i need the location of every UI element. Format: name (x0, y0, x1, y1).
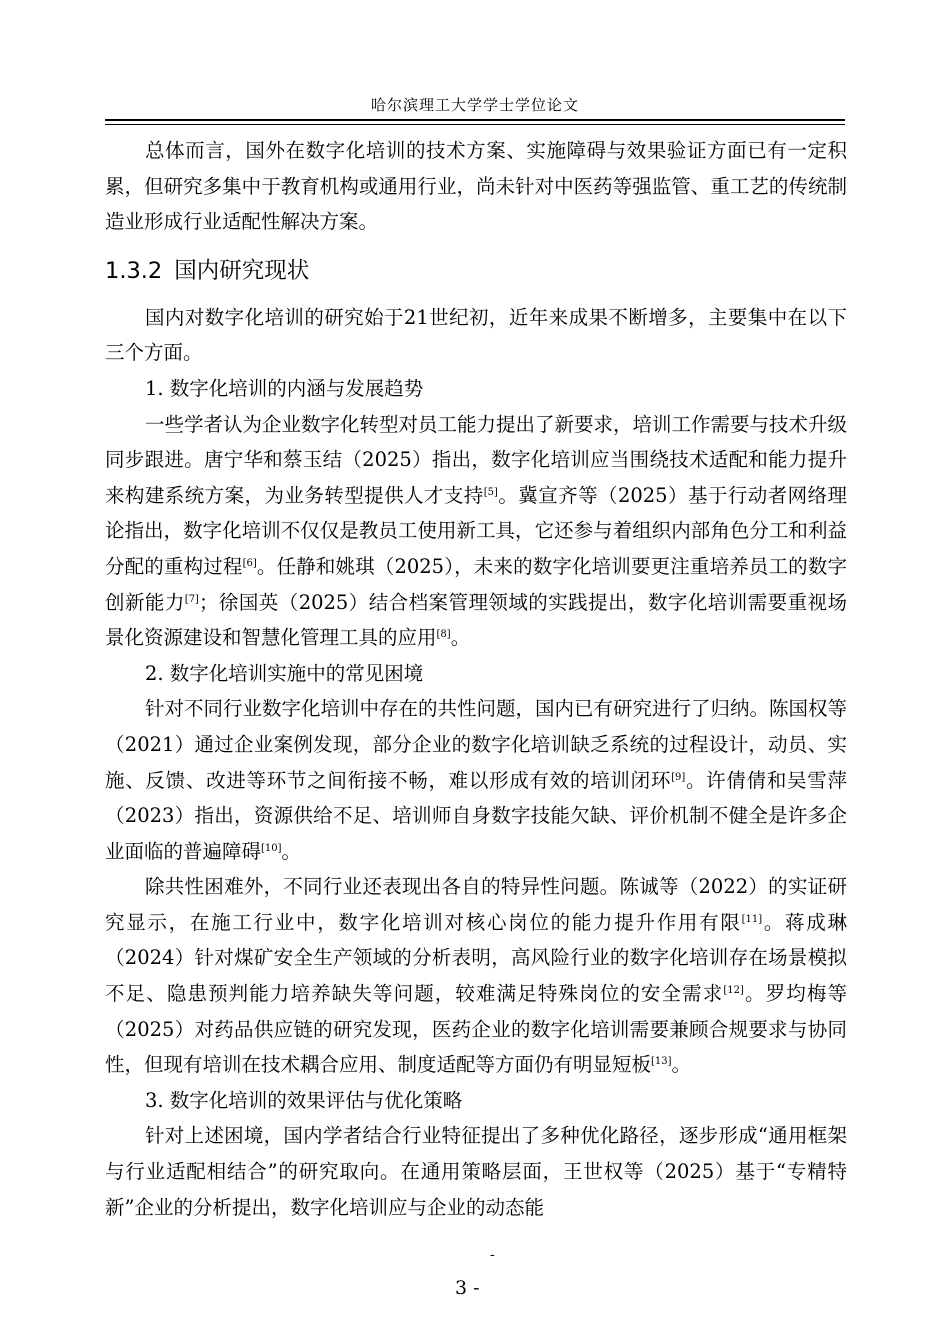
citation-7: [7] (184, 593, 199, 605)
paragraph-optimization: 针对上述困境，国内学者结合行业特征提出了多种优化路径，逐步形成“通用框架与行业适配相结合”的研究取向。在通用策略层面，王世权等（2025）基于“专精特新”企业的分析提出，数字化培训应与企业的动态能 (105, 1124, 847, 1219)
citation-9: [9] (671, 771, 686, 783)
text-run: 。 (671, 1053, 692, 1077)
citation-11: [11] (741, 913, 763, 925)
text-run: 除共性困难外，不同行业还表现出各自的特异性问题。陈诚等（2022）的实证研究显示，在施工行业中，数字化培训对核心岗位的能力提升作用有限 (105, 875, 847, 934)
text-run: 。蒋成琳（2024）针对煤矿安全生产领域的分析表明，高风险行业的数字化培训存在场景模拟不足、隐患预判能力培养缺失等问题，较难满足特殊岗位的安全需求 (105, 910, 847, 1006)
page-number: 3 - (455, 1277, 480, 1299)
section-number: 1.3.2 (105, 257, 163, 284)
text-run: 。罗均梅等（2025）对药品供应链的研究发现，医药企业的数字化培训需要兼顾合规要求与协同性，但现有培训在技术耦合应用、制度适配等方面仍有明显短板 (105, 982, 847, 1077)
citation-12: [12] (723, 985, 744, 997)
list-item-3: 3. 数字化培训的效果评估与优化策略 (145, 1088, 463, 1112)
list-item-1: 1. 数字化培训的内涵与发展趋势 (145, 376, 424, 400)
citation-5: [5] (483, 486, 498, 498)
footer-dash: - (490, 1247, 495, 1263)
header-rule-thick (105, 119, 845, 121)
page-body (105, 133, 847, 1225)
citation-6: [6] (242, 557, 257, 569)
section-title: 国内研究现状 (174, 257, 310, 284)
text-run: ；徐国英（2025）结合档案管理领域的实践提出，数字化培训需要重视场景化资源建设和智慧化管理工具的应用 (105, 590, 847, 650)
citation-13: [13] (651, 1056, 672, 1068)
text-run: 针对不同行业数字化培训中存在的共性问题，国内已有研究进行了归纳。陈国权等（2021）通过企业案例发现，部分企业的数字化培训缺乏系统的过程设计，动员、实施、反馈、改进等环节之间衔接不畅，难以形成有效的培训闭环 (105, 697, 848, 792)
paragraph-industry-specific (105, 869, 847, 1083)
paragraph-intro: 国内对数字化培训的研究始于21世纪初，近年来成果不断增多，主要集中在以下三个方面。 (105, 305, 847, 365)
list-item-2: 2. 数字化培训实施中的常见困境 (145, 661, 424, 685)
text-run: 。冀宣齐等（2025）基于行动者网络理论指出，数字化培训不仅仅是教员工使用新工具，它还参与着组织内部角色分工和利益分配的重构过程 (105, 483, 847, 578)
running-header: 哈尔滨理工大学学士学位论文 (370, 96, 579, 114)
header-rule-thin (105, 124, 845, 125)
paragraph-summary: 总体而言，国外在数字化培训的技术方案、实施障碍与效果验证方面已有一定积累，但研究多集中于教育机构或通用行业，尚未针对中医药等强监管、重工艺的传统制造业形成行业适配性解决方案。 (105, 139, 847, 234)
text-run: 。 (281, 839, 302, 863)
text-run: 。许倩倩和吴雪萍（2023）指出，资源供给不足、培训师自身数字技能欠缺、评价机制不健全是许多企业面临的普遍障碍 (105, 768, 847, 863)
text-run: 一些学者认为企业数字化转型对员工能力提出了新要求，培训工作需要与技术升级同步跟进。唐宁华和蔡玉结（2025）指出，数字化培训应当围绕技术适配和能力提升来构建系统方案，为业务转型提供人才支持 (105, 412, 848, 507)
section-heading (105, 252, 847, 290)
paragraph-connotation (105, 407, 847, 656)
citation-8: [8] (436, 629, 451, 641)
text-run: 。任静和姚琪（2025），未来的数字化培训要更注重培养员工的数字创新能力 (105, 554, 847, 614)
text-run: 。 (450, 626, 471, 650)
citation-10: [10] (261, 842, 282, 854)
paragraph-difficulties (105, 691, 847, 869)
